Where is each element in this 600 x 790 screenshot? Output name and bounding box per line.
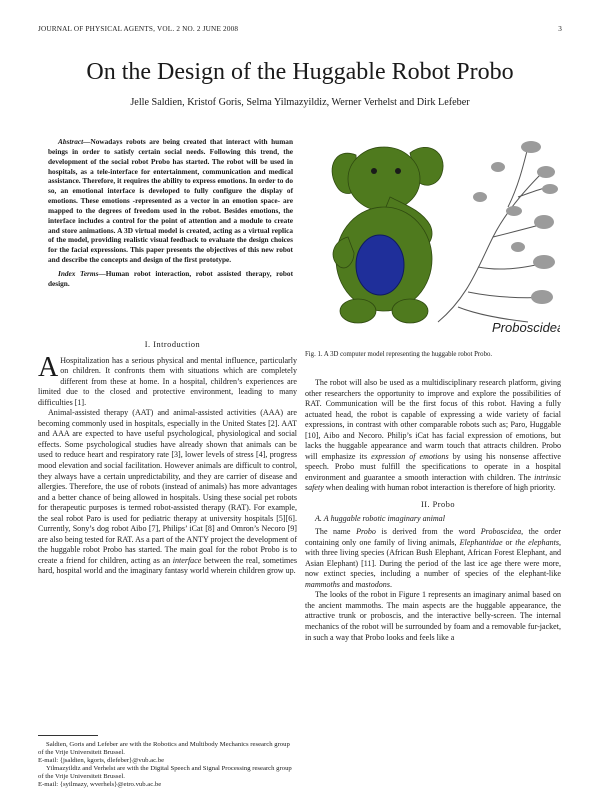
probo-robot <box>332 147 443 323</box>
left-column <box>38 340 297 577</box>
name-text-3: , the order containing only one family of living animals, <box>305 527 562 547</box>
emphasis-safety: intrinsic safety <box>305 472 561 493</box>
index-terms-text: —Human robot interaction, robot assisted therapy, robot design. <box>48 268 294 288</box>
figure-probo-model <box>318 127 560 337</box>
body-paragraph-rat-cont: by using his nonsense affective speech. Probo must fulfill the specifications to operate in a hospital environment and guarantee a smooth interaction with children. The <box>305 451 561 482</box>
section-title-probo: II. Probo <box>421 500 455 510</box>
figure-caption: Fig. 1. A 3D computer model representing the huggable robot Probo. <box>305 351 493 358</box>
em-mammoths: mammoths <box>305 579 340 589</box>
name-text-7: . <box>389 579 392 589</box>
footnote-affiliation-2: Yilmazyildiz and Verhelst are with the Digital Speech and Signal Processing research group of the Vrije Universiteit Brussel. <box>38 765 292 781</box>
name-text-4: or <box>505 537 513 547</box>
section-title-introduction: I. Introduction <box>144 340 201 349</box>
page-number: 3 <box>558 25 562 33</box>
looks-paragraph: The looks of the robot in Figure 1 represents an imaginary animal based on the ancient mammoths. The main aspects are the huggable appearance, the attractive trunk or proboscis, and the interactive belly-screen. The internal mechanics of the robot will be surrounded by foam and a removable fur-jacket, in such a way that Probo looks and feels like a <box>305 590 561 642</box>
body-paragraph-rat: The robot will also be used as a multidisciplinary research platform, giving other researchers the opportunity to improve and explore the possibilities of RAT. Communication will be the first focus of this robot. Having a fully actuated head, the robot is capable of expressing a wide variety of facial expressions, in contrast with other comparable robots such as; Paro, Huggable [10], Aibo and Necoro. Philip’s iCat has facial expression of emotions, but lacks the huggable appearance and warm touch that attracts children. Probo will emphasize its <box>305 378 561 461</box>
em-elephants: the elephants <box>515 537 559 547</box>
paper-title: On the Design of the Huggable Robot Probo <box>86 59 514 85</box>
intro-paragraph-1: Hospitalization has a serious physical and mental influence, particularly on children. It confronts them with situations which are completely different from these at home. In a hospital, children’s experiences are limited due to the closed and protective environment, leading to many difficulties [1]. <box>38 355 297 407</box>
name-text-1: The name <box>315 527 351 537</box>
subsection-title: A. A huggable robotic imaginary animal <box>315 513 445 523</box>
footnote <box>38 741 297 790</box>
inset-label: Proboscidea <box>492 320 560 335</box>
em-elephantidae: Elephantidae <box>459 537 503 547</box>
name-text-2: is derived from the word <box>381 527 476 537</box>
footnote-rule <box>38 735 98 736</box>
author-list: Jelle Saldien, Kristof Goris, Selma Yilmazyildiz, Werner Verhelst and Dirk Lefeber <box>130 97 470 108</box>
em-proboscidea: Proboscidea <box>480 527 522 537</box>
drop-cap: A <box>38 351 59 383</box>
interface-emphasis: interface <box>172 555 202 565</box>
right-column <box>305 378 561 643</box>
running-header <box>38 25 562 37</box>
abstract-label: Abstract <box>58 137 84 146</box>
em-probo: Probo <box>356 527 376 537</box>
ancestor-silhouettes <box>473 141 558 304</box>
index-terms-label: Index Terms <box>58 268 99 278</box>
body-paragraph-rat-end: when dealing with human robot interaction is therefore of high priority. <box>325 483 556 493</box>
name-text-6: and <box>341 579 354 589</box>
abstract <box>48 137 293 289</box>
footnote-email-2: E-mail: {syilmazy, wverhels}@etro.vub.ac.be <box>38 781 162 789</box>
emphasis-expression: expression of emotions <box>371 451 449 461</box>
belly-screen <box>356 235 404 295</box>
probo-illustration <box>318 127 560 337</box>
abstract-text: —Nowadays robots are being created that interact with human beings in order to satisfy certain social needs. Following this trend, the development of the social robot Probo has started. The robot will be used in hospitals, as a tele-interface for entertainment, communication and medical assistance. Therefore, it requires the ability to express emotions. In order to do so, an emotional interface is developed to fully configure the display of emotions. These emotions -represented as a vector in an emotion space- are mapped to the degrees of freedom used in the robot. Besides emotions, the interface includes a control for the point of attention and a module to create and store animations. A 3D virtual model is created, acting as a virtual replica of the model, providing realistic visual feedback to evaluate the design choices for the facial expressions. This paper presents the objectives of this new robot and describe the concepts and design of the first prototype. <box>48 137 293 265</box>
journal-name: JOURNAL OF PHYSICAL AGENTS, VOL. 2 NO. 2 JUNE 2008 <box>38 25 239 33</box>
footnote-email-1: E-mail: {jsaldien, kgoris, dlefeber}@vub.ac.be <box>38 757 165 765</box>
intro-paragraph-2-end: between the real, sometimes hard, hospital world and the imaginary fantasy world wherein children grow up. <box>38 555 298 576</box>
em-mastodons: mastodons <box>355 579 390 589</box>
name-text-5: , with three living species (African Bush Elephant, African Forest Elephant, and Asian Elephant) [11]. During the period of the last ice age there were more, now extinct species, including a number of species of the elephant-like <box>305 537 561 579</box>
footnote-affiliation-1: Saldien, Goris and Lefeber are with the Robotics and Multibody Mechanics research group of the Vrije Universiteit Brussel. <box>38 741 290 757</box>
left-eye <box>371 168 377 174</box>
intro-paragraph-2: Animal-assisted therapy (AAT) and animal-assisted activities (AAA) are becoming commonly used in hospitals, especially in the United States [2]. AAT and AAA are expected to have useful psychological, physiological and social effects. Some psychological studies have already shown that animals can be used to reduce heart and respiratory rate [3], lower levels of stress [4], progress mood elevation and social facilitation. However animals are difficult to control, they always have a certain unpredictability, and they are carrier of disease and allergies. Therefore, the use of robots (instead of animals) has more advantages and a better chance of being allowed in hospitals. Using these social pet robots for therapeutic purposes is termed robot-assisted therapy (RAT). For example, the seal robot Paro is used for pediatric therapy at university hospitals [5][6]. Currently, Sony’s dog robot Aibo [7], Philips’ iCat [8] and Omron’s Necoro [9] are also being tested for RAT. As a part of the ANTY project the development of the huggable robot Probo has started. The main goal for the robot Probo is to create a friend for children, acting as an <box>38 408 297 565</box>
right-eye <box>395 168 401 174</box>
